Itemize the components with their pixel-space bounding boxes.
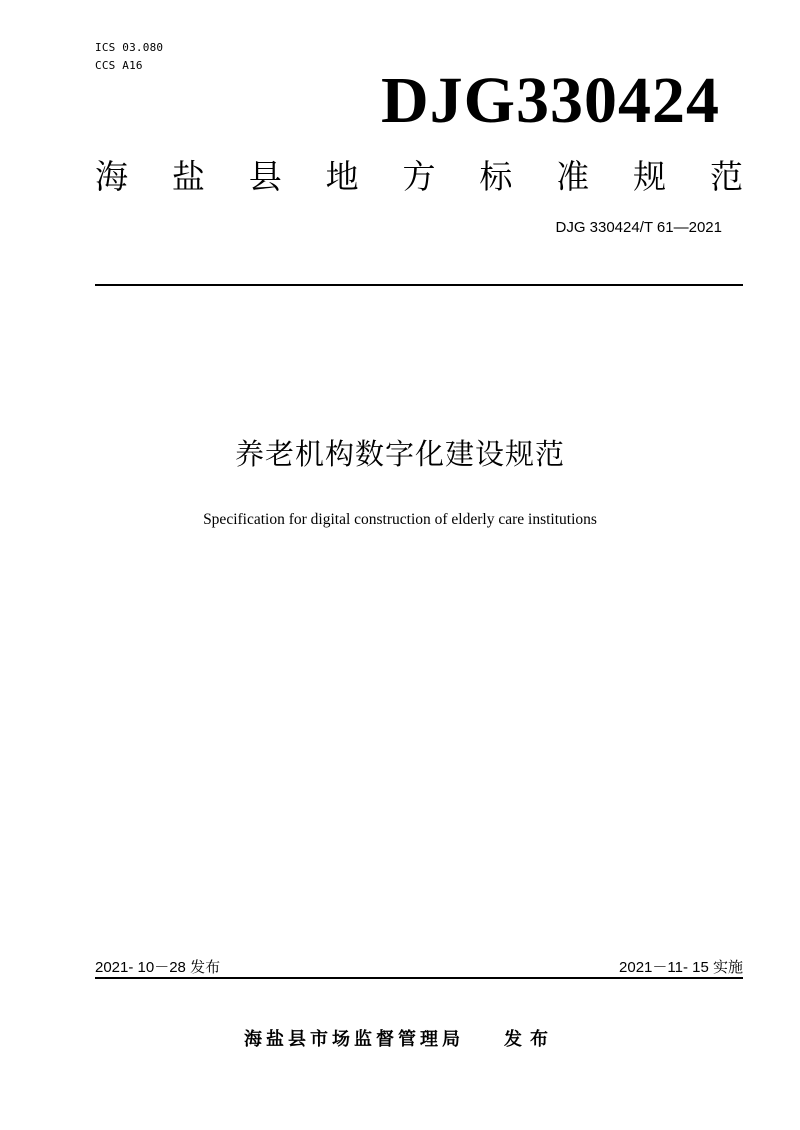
implementation-date: 2021－11- 15 实施 xyxy=(619,959,743,976)
standard-type-char: 盐 xyxy=(171,157,205,196)
ics-code: ICS 03.080 xyxy=(95,41,164,54)
document-title-english: Specification for digital construction of elderly care institutions xyxy=(203,511,597,528)
publish-action: 发布 xyxy=(504,1029,556,1050)
ccs-code: CCS A16 xyxy=(95,59,143,72)
header-divider xyxy=(95,284,743,286)
standard-type-char: 范 xyxy=(710,157,743,196)
standard-type-heading xyxy=(95,155,743,199)
standard-number: DJG 330424/T 61—2021 xyxy=(555,219,722,236)
standard-type-char: 规 xyxy=(633,157,667,196)
standard-type-char: 方 xyxy=(402,157,436,196)
standard-type-char: 地 xyxy=(325,157,359,196)
document-title-chinese: 养老机构数字化建设规范 xyxy=(234,437,565,471)
standard-type-char: 准 xyxy=(556,157,590,196)
issue-date: 2021- 10－28 发布 xyxy=(95,959,221,976)
standard-type-char: 标 xyxy=(479,157,513,196)
publisher-line xyxy=(0,1028,800,1052)
standard-code: DJG330424 xyxy=(381,64,720,137)
standard-type-char: 县 xyxy=(248,157,282,196)
publisher-name: 海盐县市场监督管理局 xyxy=(244,1029,464,1050)
footer-divider xyxy=(95,977,743,979)
standard-type-char: 海 xyxy=(95,157,128,196)
